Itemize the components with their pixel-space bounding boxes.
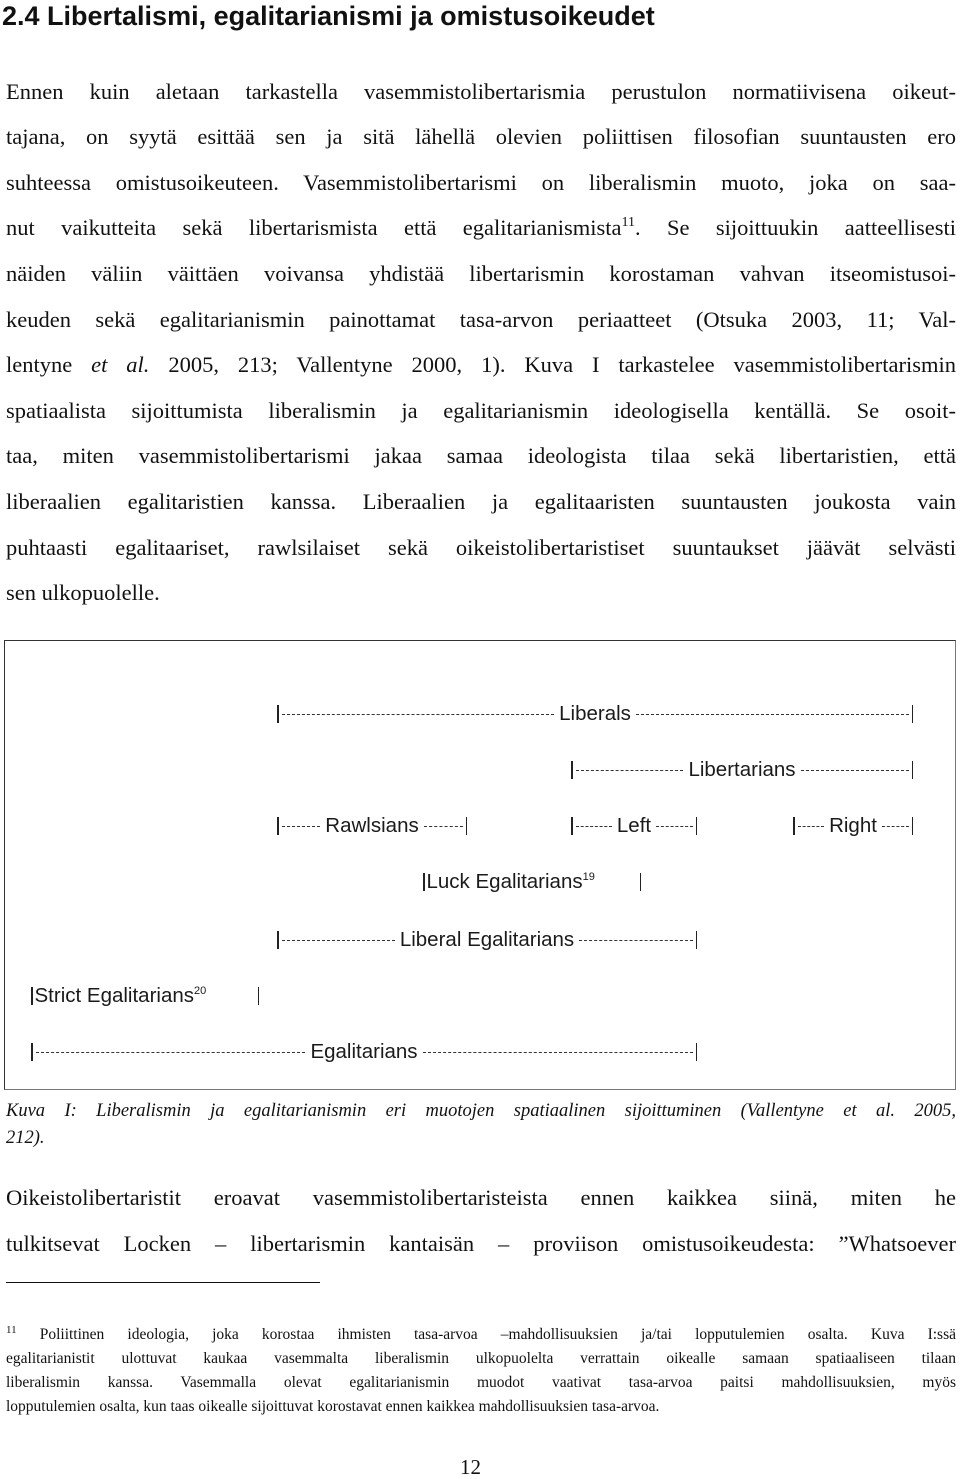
paragraph-line: suhteessa omistusoikeuteen. Vasemmistolibertarismi on liberalismin muoto, joka on saa- [6,170,956,195]
range-dash [423,1052,693,1053]
paragraph-line: spatiaalista sijoittumista liberalismin ja egalitarianismin ideologisella kentällä. Se osoit- [6,398,956,423]
range-end-tick [696,1043,698,1061]
footnote-separator [6,1282,320,1283]
range-end-tick [912,705,914,723]
range-start-tick [277,705,279,723]
spectrum-left [571,811,697,841]
paragraph-line: puhtaasti egalitaariset, rawlsilaiset sekä oikeistolibertaristiset suuntaukset jäävät selvästi [6,535,956,560]
spectrum-label-strict-egalitarians: Strict Egalitarians$^{20}$ [34,984,207,1007]
spectrum-egalitarians [31,1037,697,1067]
range-end-tick [640,873,642,891]
footnote-text: Poliittinen ideologia, joka korostaa ihmisten tasa-arvoa –mahdollisuuksien ja/tai lopputulemien osalta. Kuva I:ssä [16,1326,956,1343]
range-dash [801,770,909,771]
range-dash [656,826,692,827]
paragraph-text: . Se sijoittuukin aatteellisesti [635,215,956,240]
range-end-tick [466,817,468,835]
range-dash [798,826,825,827]
range-dash [424,826,463,827]
spectrum-luck-egalitarians [423,867,641,897]
spectrum-label-left: Left [616,814,652,837]
range-end-tick [696,931,698,949]
spectrum-label-egalitarians: Egalitarians [310,1040,418,1063]
footnote-number: 11 [6,1324,17,1336]
paragraph-line: tulkitsevat Locken – libertarismin kantaisän – proviison omistusoikeudesta: ”Whatsoever [6,1231,956,1256]
range-start-tick [571,761,573,779]
footnote-line: lopputulemien osalta, kun taas oikealle sijoittuvat korostavat ennen kaikkea mahdollisuuksien tasa-arvoa. [6,1398,660,1415]
paragraph-line: Ennen kuin aletaan tarkastella vasemmistolibertarismia perustulon normatiivisena oikeut- [6,79,956,104]
range-dash [636,714,909,715]
spectrum-liberals [277,699,913,729]
range-gap [211,996,254,997]
range-start-tick [31,1043,33,1061]
spectrum-label-liberal-egalitarians: Liberal Egalitarians [399,928,575,951]
range-gap [600,882,637,883]
range-dash [282,826,321,827]
spectrum-rawlsians [277,811,467,841]
footnote-ref-11: 11 [621,215,635,230]
page-number: 12 [460,1455,481,1479]
paragraph-line: taa, miten vasemmistolibertarismi jakaa samaa ideologista tilaa sekä libertaristien, että [6,443,956,468]
paragraph-text: 2005, 213; Vallentyne 2000, 1). Kuva I tarkastelee vasemmistolibertarismin [149,352,956,377]
spectrum-label-libertarians: Libertarians [688,758,796,781]
range-dash [576,826,612,827]
paragraph-line: tajana, on syytä esittää sen ja sitä lähellä olevien poliittisen filosofian suuntausten ero [6,124,956,149]
range-dash [576,770,684,771]
footnote-line [6,1324,956,1346]
paragraph-line [6,214,956,242]
paragraph-line: keuden sekä egalitarianismin painottamat tasa-arvon periaatteet (Otsuka 2003, 11; Val- [6,307,956,332]
paragraph-line: näiden väliin väittäen voivansa yhdistää libertarismin korostaman vahvan itseomistusoi- [6,261,956,286]
paragraph-italic: et al. [91,352,150,377]
spectrum-label-rawlsians: Rawlsians [325,814,419,837]
range-end-tick [696,817,698,835]
footnote-line: liberalismin kanssa. Vasemmalla olevat egalitarianismin muodot vaativat tasa-arvoa paitsi mahdollisuuksien, myös [6,1374,956,1391]
range-end-tick [258,987,260,1005]
section-heading: 2.4 Libertalismi, egalitarianismi ja omistusoikeudet [2,1,655,31]
range-dash [579,940,692,941]
paragraph-line [6,351,956,379]
figure-caption: Kuva I: Liberalismin ja egalitarianismin eri muotojen spatiaalinen sijoittuminen (Vallentyne et al. 2005, [6,1101,956,1121]
footnote-line: egalitarianistit ulottuvat kaukaa vasemmalta liberalismin ulkopuolelta verrattain oikealle samaan spatiaaliseen tilaan [6,1350,956,1367]
ideology-spectrum-figure [4,640,956,1090]
spectrum-label-right: Right [829,814,877,837]
paragraph-text: lentyne [6,352,92,377]
footnote-ref-19: 19 [582,871,595,883]
range-end-tick [912,761,914,779]
range-start-tick [277,931,279,949]
paragraph-line: Oikeistolibertaristit eroavat vasemmistolibertaristeista ennen kaikkea siinä, miten he [6,1185,956,1210]
spectrum-liberal-egalitarians [277,925,697,955]
paragraph-line: liberaalien egalitaristien kanssa. Liberaalien ja egalitaaristen suuntausten joukosta vain [6,489,956,514]
spectrum-libertarians [571,755,913,785]
paragraph-text: nut vaikutteita sekä libertarismista että egalitarianismista [6,215,622,240]
range-dash [36,1052,306,1053]
spectrum-label-luck-egalitarians: Luck Egalitarians$^{19}$ [426,870,595,893]
range-dash [282,714,555,715]
figure-caption: 212). [6,1128,45,1148]
spectrum-right [793,811,913,841]
range-end-tick [912,817,914,835]
paragraph-line: sen ulkopuolelle. [6,580,160,605]
range-dash [282,940,395,941]
range-start-tick [277,817,279,835]
range-start-tick [571,817,573,835]
spectrum-label-liberals: Liberals [559,702,631,725]
range-start-tick [793,817,795,835]
range-dash [882,826,909,827]
footnote-ref-20: 20 [194,985,207,997]
spectrum-strict-egalitarians [31,981,259,1011]
